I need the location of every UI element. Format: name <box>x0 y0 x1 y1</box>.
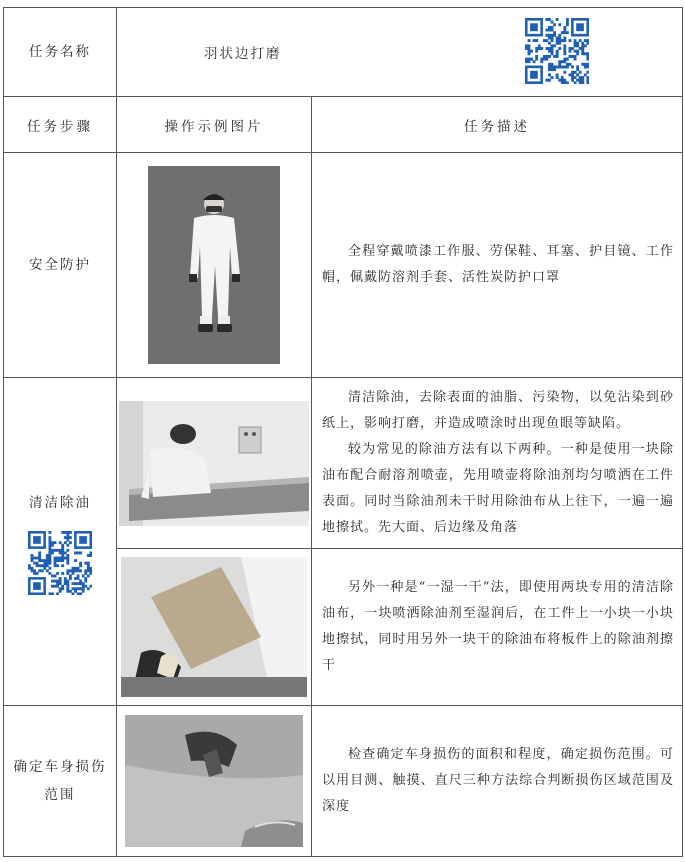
description-cell <box>312 706 683 857</box>
description-text <box>312 575 682 679</box>
column-header-example-images: 操作示例图片 <box>117 97 312 153</box>
description-paragraph: 另外一种是“一湿一干”法，即使用两块专用的清洁除油布，一块喷洒除油剂至湿润后，在工件上一小块一小块地擦拭，同时用另外一块干的除油布将板件上的除油剂擦干 <box>322 580 674 673</box>
protective-suit-photo <box>148 166 280 364</box>
example-image-cell <box>117 706 312 857</box>
description-cell <box>312 153 683 378</box>
column-header-steps: 任务步骤 <box>4 97 117 153</box>
step-label: 安全防护 <box>4 153 117 378</box>
description-paragraph: 全程穿戴喷漆工作服、劳保鞋、耳塞、护目镜、工作帽，佩戴防溶剂手套、活性炭防护口罩 <box>322 244 674 285</box>
qr-code-icon <box>28 531 92 595</box>
hands-wiping-photo <box>121 557 307 697</box>
table-row <box>4 378 683 549</box>
description-cell <box>312 378 683 549</box>
description-paragraph: 检查确定车身损伤的面积和程度，确定损伤范围。可以用目测、触摸、直尺三种方法综合判断损伤区域范围及深度 <box>322 747 674 814</box>
step-label-cell <box>4 706 117 857</box>
worker-cleaning-photo <box>119 401 309 526</box>
step-label: 清洁除油 <box>29 494 91 511</box>
description-paragraph: 清洁除油，去除表面的油脂、污染物，以免沾染到砂纸上，影响打磨，并造成喷涂时出现鱼眼等缺陷。 <box>322 390 674 431</box>
column-header-row <box>4 97 683 153</box>
column-header-description: 任务描述 <box>312 97 683 153</box>
table-row <box>4 153 683 378</box>
example-image-cell <box>117 378 312 549</box>
description-text <box>312 239 682 291</box>
table-row <box>4 706 683 857</box>
example-image-cell <box>117 153 312 378</box>
step-label: 确定车身损伤范围 <box>13 759 107 803</box>
example-image-cell <box>117 549 312 706</box>
description-cell <box>312 549 683 706</box>
step-label-cell <box>4 378 117 706</box>
car-body-inspection-photo <box>125 715 303 847</box>
description-text <box>312 385 682 541</box>
description-paragraph: 较为常见的除油方法有以下两种。一种是使用一块除油布配合耐溶剂喷壶，先用喷壶将除油剂均匀喷洒在工件表面。同时当除油剂未干时用除油布从上往下，一遍一遍地擦拭。先大面、后边缘及角落 <box>322 442 674 535</box>
task-name-label: 任务名称 <box>4 8 117 97</box>
qr-code-icon <box>525 18 589 84</box>
task-table <box>3 7 683 857</box>
task-name-cell <box>117 8 683 97</box>
task-name-value: 羽状边打磨 <box>204 46 282 62</box>
description-text <box>312 742 682 820</box>
task-name-row <box>4 8 683 97</box>
